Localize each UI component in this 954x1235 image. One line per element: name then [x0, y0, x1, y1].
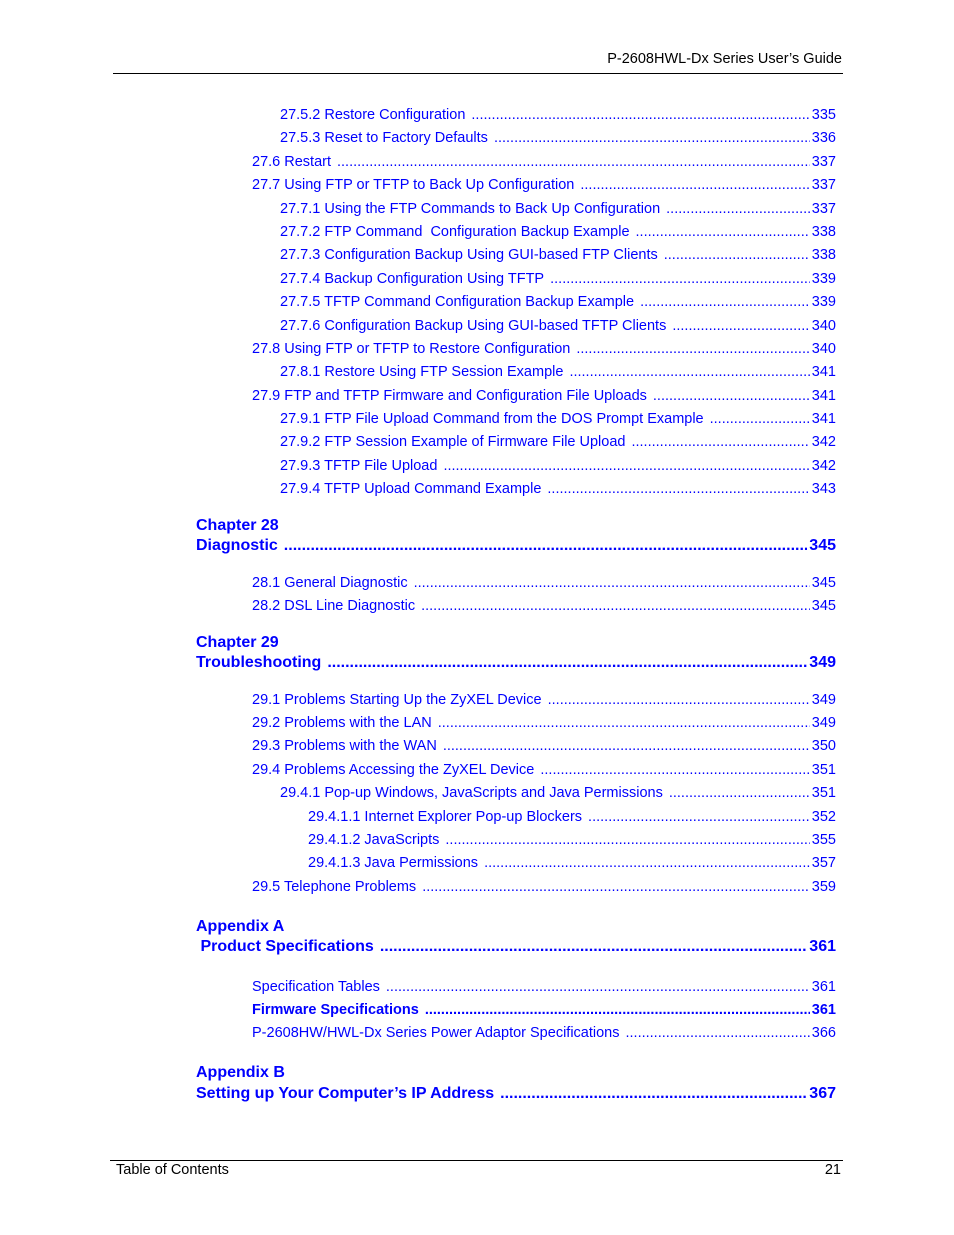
- toc-entry-page: 341: [811, 388, 836, 404]
- toc-entry-29-4-1[interactable]: [280, 785, 836, 805]
- toc-entry-29-4-1-2[interactable]: [308, 832, 836, 852]
- toc-entry-title: 27.5.2 Restore Configuration: [280, 107, 466, 123]
- toc-entry-title: 27.8.1 Restore Using FTP Session Example: [280, 364, 564, 380]
- toc-entry-title: 29.4.1.2 JavaScripts: [308, 832, 440, 848]
- toc-entry-page: 337: [811, 154, 836, 170]
- toc-entry-page: 337: [811, 177, 836, 193]
- toc-entry-28-1[interactable]: [252, 575, 836, 595]
- header-rule: [113, 73, 843, 74]
- toc-entry-title: Specification Tables: [252, 979, 380, 995]
- toc-entry-title: 29.3 Problems with the WAN: [252, 738, 437, 754]
- toc-entry-title: 29.4.1.1 Internet Explorer Pop-up Blockers: [308, 809, 583, 825]
- appendix-a-label[interactable]: Appendix A: [196, 918, 285, 935]
- toc-entry-27-9[interactable]: [252, 388, 836, 408]
- toc-entry-29-4[interactable]: [252, 762, 836, 782]
- toc-entry-29-4-1-3[interactable]: [308, 855, 836, 875]
- toc-entry-page: 357: [811, 855, 836, 871]
- toc-entry-27-7-2[interactable]: [280, 224, 836, 244]
- toc-entry-page: 337: [811, 201, 836, 217]
- toc-entry-page: 359: [811, 879, 836, 895]
- footer-section-title: Table of Contents: [116, 1162, 229, 1178]
- footer-rule: [110, 1160, 843, 1161]
- toc-chapter-29[interactable]: [196, 654, 836, 674]
- toc-entry-page: 336: [811, 130, 836, 146]
- toc-entry-page: 339: [811, 271, 836, 287]
- toc-entry-title: 29.4 Problems Accessing the ZyXEL Device: [252, 762, 535, 778]
- toc-entry-page: 350: [811, 738, 836, 754]
- toc-entry-27-7-1[interactable]: [280, 201, 836, 221]
- toc-entry-page: 343: [811, 481, 836, 497]
- toc-entry-page: 361: [811, 1002, 836, 1018]
- toc-entry-27-9-1[interactable]: [280, 411, 836, 431]
- toc-entry-title: 27.7.6 Configuration Backup Using GUI-based TFTP Clients: [280, 318, 667, 334]
- toc-entry-28-2[interactable]: [252, 598, 836, 618]
- toc-entry-27-8-1[interactable]: [280, 364, 836, 384]
- toc-entry-page: 338: [811, 224, 836, 240]
- toc-entry-title: 27.9 FTP and TFTP Firmware and Configuration File Uploads: [252, 388, 647, 404]
- toc-chapter-title: Troubleshooting: [196, 654, 322, 671]
- toc-entry-title: 27.9.3 TFTP File Upload: [280, 458, 438, 474]
- toc-entry-title: 27.7.2 FTP Command Configuration Backup Example: [280, 224, 630, 240]
- toc-entry-27-9-2[interactable]: [280, 434, 836, 454]
- toc-entry-title: 27.8 Using FTP or TFTP to Restore Configuration: [252, 341, 571, 357]
- toc-chapter-page: 367: [809, 1085, 836, 1102]
- toc-entry-title: 28.1 General Diagnostic: [252, 575, 408, 591]
- toc-entry-page: 349: [811, 715, 836, 731]
- toc-entry-29-1[interactable]: [252, 692, 836, 712]
- toc-entry-title: 29.4.1 Pop-up Windows, JavaScripts and Java Permissions: [280, 785, 663, 801]
- toc-entry-page: 366: [811, 1025, 836, 1041]
- toc-chapter-page: 361: [809, 938, 836, 955]
- toc-entry-page: 341: [811, 364, 836, 380]
- toc-appendix-a[interactable]: [196, 938, 836, 958]
- toc-entry-title: 28.2 DSL Line Diagnostic: [252, 598, 416, 614]
- toc-chapter-title: Product Specifications: [196, 938, 374, 955]
- toc-entry-title: P-2608HW/HWL-Dx Series Power Adaptor Specifications: [252, 1025, 620, 1041]
- toc-entry-title: 29.2 Problems with the LAN: [252, 715, 432, 731]
- toc-entry-title: 27.6 Restart: [252, 154, 331, 170]
- toc-entry-27-9-4[interactable]: [280, 481, 836, 501]
- toc-entry-27-5-3[interactable]: [280, 130, 836, 150]
- toc-entry-27-5-2[interactable]: [280, 107, 836, 127]
- toc-entry-title: 27.5.3 Reset to Factory Defaults: [280, 130, 488, 146]
- toc-entry-27-6[interactable]: [252, 154, 836, 174]
- toc-entry-27-9-3[interactable]: [280, 458, 836, 478]
- toc-entry-page: 351: [811, 762, 836, 778]
- toc-entry-firmware-specs[interactable]: [252, 1002, 836, 1022]
- toc-entry-title: 29.5 Telephone Problems: [252, 879, 417, 895]
- toc-chapter-title: Setting up Your Computer’s IP Address: [196, 1085, 495, 1102]
- toc-entry-page: 342: [811, 458, 836, 474]
- toc-entry-27-7-4[interactable]: [280, 271, 836, 291]
- toc-entry-title: 27.7 Using FTP or TFTP to Back Up Configuration: [252, 177, 575, 193]
- toc-entry-title: 29.1 Problems Starting Up the ZyXEL Device: [252, 692, 542, 708]
- toc-entry-29-4-1-1[interactable]: [308, 809, 836, 829]
- toc-entry-page: 352: [811, 809, 836, 825]
- toc-entry-page: 351: [811, 785, 836, 801]
- toc-entry-27-7-6[interactable]: [280, 318, 836, 338]
- toc-chapter-page: 349: [809, 654, 836, 671]
- toc-entry-page: 361: [811, 979, 836, 995]
- toc-entry-29-3[interactable]: [252, 738, 836, 758]
- toc-entry-title: 27.7.3 Configuration Backup Using GUI-based FTP Clients: [280, 247, 658, 263]
- chapter-29-label[interactable]: Chapter 29: [196, 634, 279, 651]
- toc-appendix-b[interactable]: [196, 1085, 836, 1105]
- toc-entry-page: 335: [811, 107, 836, 123]
- toc-entry-27-8[interactable]: [252, 341, 836, 361]
- toc-entry-title: 29.4.1.3 Java Permissions: [308, 855, 479, 871]
- toc-entry-page: 345: [811, 575, 836, 591]
- toc-entry-title: Firmware Specifications: [252, 1002, 419, 1018]
- toc-entry-page: 339: [811, 294, 836, 310]
- toc-entry-title: 27.9.4 TFTP Upload Command Example: [280, 481, 542, 497]
- toc-entry-page: 338: [811, 247, 836, 263]
- toc-entry-title: 27.9.1 FTP File Upload Command from the DOS Prompt Example: [280, 411, 704, 427]
- toc-entry-title: 27.7.1 Using the FTP Commands to Back Up Configuration: [280, 201, 661, 217]
- page-header-title: P-2608HWL-Dx Series User’s Guide: [607, 51, 842, 67]
- toc-entry-spec-tables[interactable]: [252, 979, 836, 999]
- toc-chapter-28[interactable]: [196, 537, 836, 557]
- footer-page-number: 21: [824, 1162, 841, 1178]
- toc-entry-27-7-3[interactable]: [280, 247, 836, 267]
- toc-entry-page: 355: [811, 832, 836, 848]
- toc-entry-page: 349: [811, 692, 836, 708]
- toc-entry-title: 27.9.2 FTP Session Example of Firmware File Upload: [280, 434, 626, 450]
- toc-entry-29-5[interactable]: [252, 879, 836, 899]
- appendix-b-label[interactable]: Appendix B: [196, 1064, 285, 1081]
- toc-entry-title: 27.7.4 Backup Configuration Using TFTP: [280, 271, 545, 287]
- toc-entry-page: 340: [811, 341, 836, 357]
- toc-entry-page: 340: [811, 318, 836, 334]
- chapter-28-label[interactable]: Chapter 28: [196, 517, 279, 534]
- toc-entry-29-2[interactable]: [252, 715, 836, 735]
- toc-entry-27-7-5[interactable]: [280, 294, 836, 314]
- toc-chapter-page: 345: [809, 537, 836, 554]
- toc-chapter-title: Diagnostic: [196, 537, 278, 554]
- toc-entry-page: 342: [811, 434, 836, 450]
- toc-entry-page: 345: [811, 598, 836, 614]
- toc-entry-title: 27.7.5 TFTP Command Configuration Backup Example: [280, 294, 635, 310]
- toc-entry-power-adaptor-specs[interactable]: [252, 1025, 836, 1045]
- toc-entry-27-7[interactable]: [252, 177, 836, 197]
- toc-entry-page: 341: [811, 411, 836, 427]
